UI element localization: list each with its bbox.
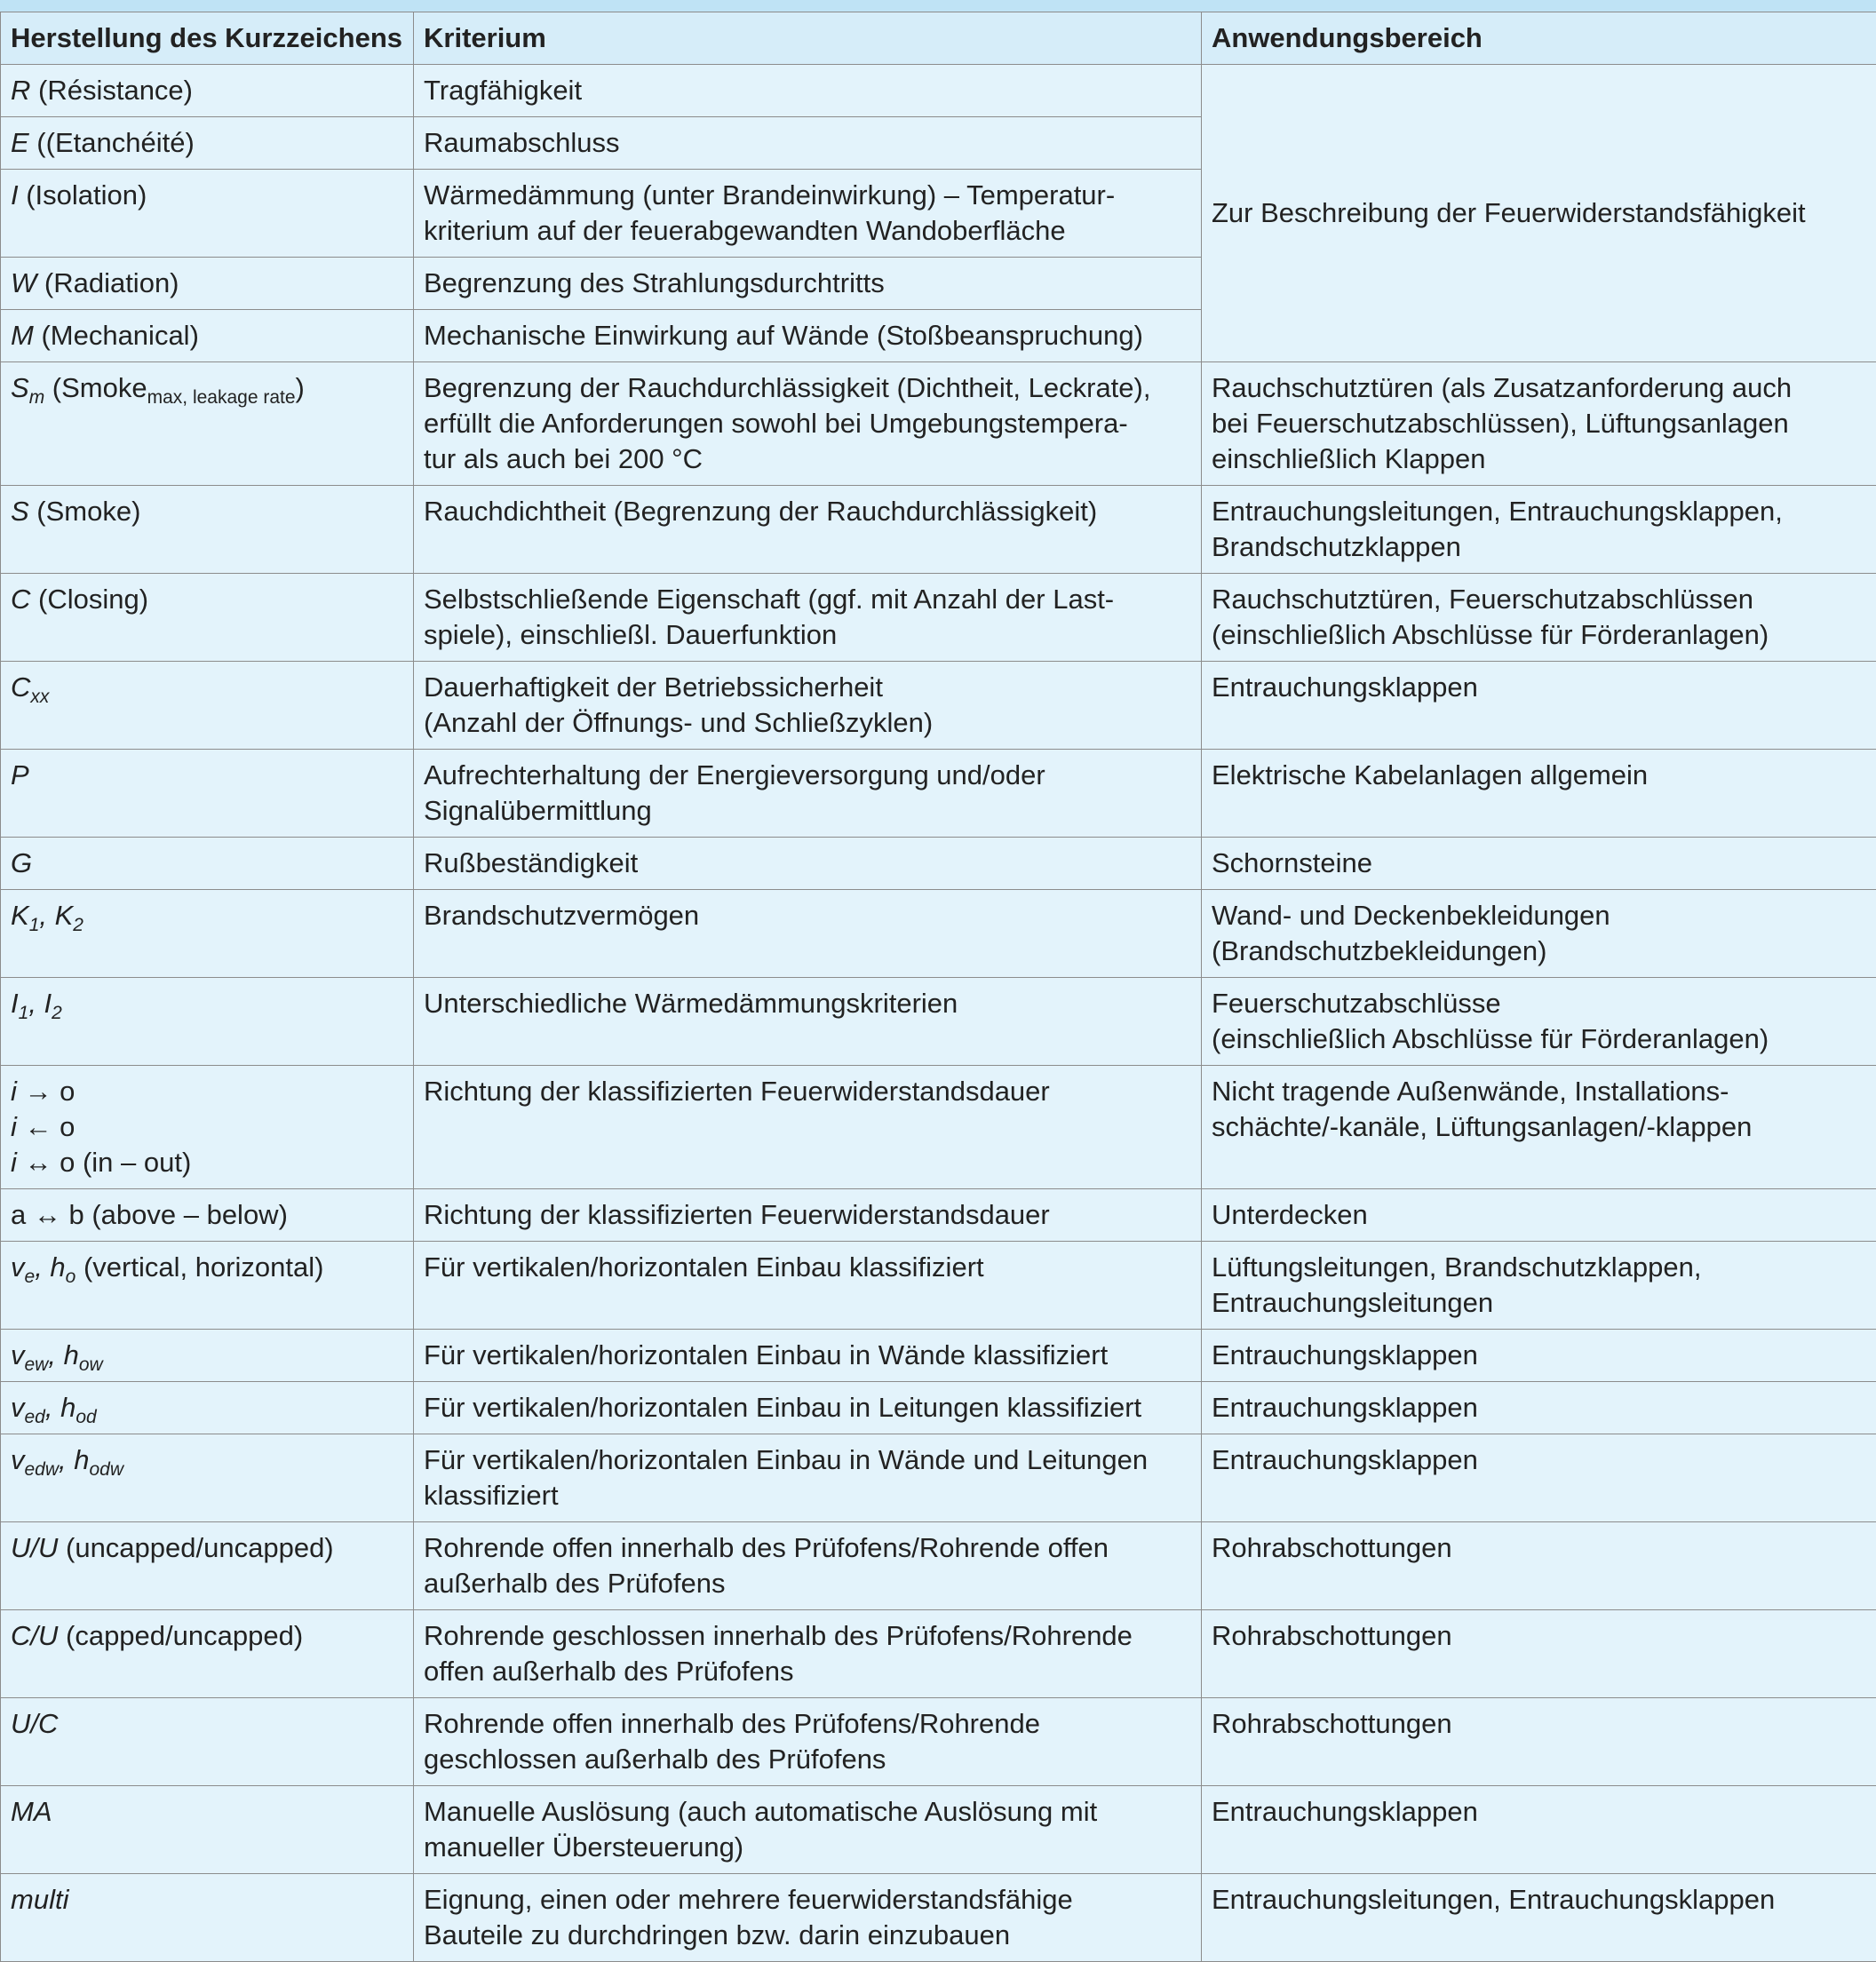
code-symbol: v: [11, 1339, 25, 1370]
table-row: [1, 1522, 1876, 1610]
cell-kriterium: [414, 1066, 1202, 1189]
cell-kriterium: [414, 1874, 1202, 1962]
cell-kriterium: [414, 310, 1202, 362]
code-subscript: ed: [25, 1407, 45, 1427]
anwendungsbereich-line: Brandschutzklappen: [1212, 529, 1867, 565]
cell-anwendungsbereich: [1202, 1066, 1876, 1189]
code-symbol-2: , h: [45, 1392, 76, 1423]
table-header-row: [1, 12, 1876, 65]
table-row: [1, 1189, 1876, 1242]
table-row: [1, 750, 1876, 838]
header-kriterium: Kriterium: [414, 12, 1202, 65]
kriterium-line: offen außerhalb des Prüfofens: [424, 1654, 1192, 1689]
kriterium-line: Wärmedämmung (unter Brandeinwirkung) – Temperatur-: [424, 178, 1192, 213]
kriterium-line: außerhalb des Prüfofens: [424, 1566, 1192, 1601]
code-symbol: I: [11, 179, 19, 210]
cell-anwendungsbereich: [1202, 486, 1876, 574]
cell-kriterium: [414, 1610, 1202, 1698]
anwendungsbereich-text: Entrauchungsklappen: [1212, 1444, 1478, 1475]
kriterium-line: klassifiziert: [424, 1478, 1192, 1513]
kriterium-line: Rohrende offen innerhalb des Prüfofens/Rohrende: [424, 1706, 1192, 1742]
code-subscript: 1: [19, 1003, 29, 1023]
anwendungsbereich-line: (einschließlich Abschlüsse für Förderanlagen): [1212, 617, 1867, 653]
cell-kriterium: [414, 890, 1202, 978]
cell-kriterium: [414, 362, 1202, 486]
cell-anwendungsbereich: [1202, 1330, 1876, 1382]
cell-kriterium: [414, 574, 1202, 662]
cell-code: [1, 750, 414, 838]
fire-resistance-classification-table: [0, 12, 1876, 1962]
anwendungsbereich-text: Unterdecken: [1212, 1199, 1368, 1230]
kriterium-line: Bauteile zu durchdringen bzw. darin einzubauen: [424, 1918, 1192, 1953]
cell-kriterium: [414, 1522, 1202, 1610]
code-subscript: e: [25, 1267, 36, 1287]
code-description: (capped/uncapped): [58, 1620, 303, 1651]
kriterium-line: Dauerhaftigkeit der Betriebssicherheit: [424, 670, 1192, 705]
anwendungsbereich-line: Lüftungsleitungen, Brandschutzklappen,: [1212, 1250, 1867, 1285]
code-symbol: P: [11, 759, 29, 790]
cell-kriterium: [414, 170, 1202, 258]
code-subscript-2: ow: [79, 1354, 103, 1375]
code-subscript: xx: [30, 687, 49, 707]
table-row: [1, 1382, 1876, 1434]
cell-anwendungsbereich: [1202, 1874, 1876, 1962]
code-symbol: M: [11, 320, 34, 351]
cell-anwendungsbereich-merged: [1202, 65, 1876, 362]
table-row: [1, 65, 1876, 117]
header-anwendungsbereich: Anwendungsbereich: [1202, 12, 1876, 65]
code-description: (Isolation): [19, 179, 147, 210]
kriterium-line: erfüllt die Anforderungen sowohl bei Umgebungstempera-: [424, 406, 1192, 441]
anwendungsbereich-text: Entrauchungsleitungen, Entrauchungsklappen: [1212, 1884, 1775, 1915]
cell-kriterium: [414, 1189, 1202, 1242]
code-symbol: i: [11, 1076, 17, 1107]
cell-code: [1, 1434, 414, 1522]
cell-code: [1, 1066, 414, 1189]
table-row: [1, 838, 1876, 890]
code-symbol: C: [11, 584, 30, 615]
code-symbol: S: [11, 496, 29, 527]
table-row: [1, 662, 1876, 750]
cell-kriterium: [414, 1382, 1202, 1434]
code-symbol: R: [11, 75, 30, 106]
cell-kriterium: [414, 1434, 1202, 1522]
anwendungsbereich-text: Schornsteine: [1212, 847, 1372, 878]
cell-code: [1, 65, 414, 117]
cell-kriterium: [414, 258, 1202, 310]
code-description: (uncapped/uncapped): [58, 1532, 333, 1563]
anwendungsbereich-line: bei Feuerschutzabschlüssen), Lüftungsanlagen: [1212, 406, 1867, 441]
code-subscript-2: od: [76, 1407, 96, 1427]
anwendungsbereich-text: Entrauchungsklappen: [1212, 671, 1478, 703]
cell-kriterium: [414, 838, 1202, 890]
anwendungsbereich-text: Rohrabschottungen: [1212, 1532, 1452, 1563]
cell-kriterium: [414, 662, 1202, 750]
cell-kriterium: [414, 65, 1202, 117]
anwendungsbereich-text: Elektrische Kabelanlagen allgemein: [1212, 759, 1648, 790]
code-line: [11, 1145, 404, 1180]
cell-kriterium: [414, 1242, 1202, 1330]
cell-code: [1, 258, 414, 310]
kriterium-text: Richtung der klassifizierten Feuerwiderstandsdauer: [424, 1076, 1050, 1107]
cell-code: [1, 978, 414, 1066]
code-symbol: MA: [11, 1796, 52, 1827]
cell-code: [1, 890, 414, 978]
kriterium-line: Für vertikalen/horizontalen Einbau in Wände und Leitungen: [424, 1442, 1192, 1478]
cell-kriterium: [414, 1330, 1202, 1382]
anwendungsbereich-line: (einschließlich Abschlüsse für Förderanlagen): [1212, 1021, 1867, 1057]
code-symbol: U/U: [11, 1532, 58, 1563]
code-description-end: ): [296, 372, 305, 403]
anwendungsbereich-line: Rauchschutztüren, Feuerschutzabschlüssen: [1212, 582, 1867, 617]
table-row: [1, 1242, 1876, 1330]
cell-kriterium: [414, 978, 1202, 1066]
code-symbol: multi: [11, 1884, 68, 1915]
code-symbol-2: , h: [59, 1444, 89, 1475]
kriterium-text: Unterschiedliche Wärmedämmungskriterien: [424, 988, 958, 1019]
cell-anwendungsbereich: [1202, 750, 1876, 838]
code-description: (Résistance): [30, 75, 193, 106]
cell-anwendungsbereich: [1202, 1382, 1876, 1434]
code-line: [11, 1109, 404, 1145]
cell-code: [1, 574, 414, 662]
cell-kriterium: [414, 1698, 1202, 1786]
anwendungsbereich-line: schächte/-kanäle, Lüftungsanlagen/-klappen: [1212, 1109, 1867, 1145]
code-description: ↔ o (in – out): [17, 1147, 191, 1178]
code-symbol-2: , h: [35, 1251, 65, 1283]
cell-anwendungsbereich: [1202, 978, 1876, 1066]
cell-kriterium: [414, 117, 1202, 170]
cell-anwendungsbereich: [1202, 1522, 1876, 1610]
kriterium-line: tur als auch bei 200 °C: [424, 441, 1192, 477]
table-row: [1, 978, 1876, 1066]
code-line: [11, 1074, 404, 1109]
code-subscript: edw: [25, 1459, 60, 1480]
table-row: [1, 890, 1876, 978]
kriterium-line: spiele), einschließl. Dauerfunktion: [424, 617, 1192, 653]
kriterium-line: kriterium auf der feuerabgewandten Wandoberfläche: [424, 213, 1192, 249]
code-symbol: I: [11, 988, 19, 1019]
kriterium-text: Für vertikalen/horizontalen Einbau klassifiziert: [424, 1251, 984, 1283]
cell-kriterium: [414, 1786, 1202, 1874]
code-symbol: G: [11, 847, 32, 878]
code-symbol: W: [11, 267, 36, 298]
code-symbol: S: [11, 372, 29, 403]
cell-code: [1, 1874, 414, 1962]
kriterium-line: manueller Übersteuerung): [424, 1830, 1192, 1865]
cell-anwendungsbereich: [1202, 838, 1876, 890]
kriterium-text: Brandschutzvermögen: [424, 900, 699, 931]
code-description-subscript: max, leakage rate: [147, 387, 296, 408]
cell-code: [1, 1522, 414, 1610]
cell-code: [1, 486, 414, 574]
table-row: [1, 362, 1876, 486]
cell-code: [1, 1786, 414, 1874]
cell-anwendungsbereich: [1202, 1610, 1876, 1698]
cell-code: [1, 1698, 414, 1786]
anwendungsbereich-text: Entrauchungsklappen: [1212, 1796, 1478, 1827]
code-subscript: m: [29, 387, 45, 408]
code-description: (Smoke): [29, 496, 141, 527]
anwendungsbereich-line: Nicht tragende Außenwände, Installations-: [1212, 1074, 1867, 1109]
table-row: [1, 1066, 1876, 1189]
kriterium-text: Rußbeständigkeit: [424, 847, 638, 878]
kriterium-line: Rohrende offen innerhalb des Prüfofens/Rohrende offen: [424, 1530, 1192, 1566]
cell-anwendungsbereich: [1202, 1434, 1876, 1522]
cell-anwendungsbereich: [1202, 1242, 1876, 1330]
kriterium-text: Mechanische Einwirkung auf Wände (Stoßbeanspruchung): [424, 320, 1143, 351]
header-code: Herstellung des Kurzzeichens: [1, 12, 414, 65]
code-symbol: v: [11, 1444, 25, 1475]
cell-kriterium: [414, 750, 1202, 838]
code-symbol: v: [11, 1251, 25, 1283]
code-description: (Mechanical): [34, 320, 199, 351]
kriterium-text: Raumabschluss: [424, 127, 620, 158]
code-symbol: U/C: [11, 1708, 58, 1739]
table-row: [1, 1874, 1876, 1962]
cell-code: [1, 310, 414, 362]
anwendungsbereich-line: einschließlich Klappen: [1212, 441, 1867, 477]
code-symbol: v: [11, 1392, 25, 1423]
cell-code: [1, 1610, 414, 1698]
code-symbol-2: , h: [48, 1339, 78, 1370]
code-symbol: K: [11, 900, 29, 931]
anwendungsbereich-line: Rauchschutztüren (als Zusatzanforderung auch: [1212, 370, 1867, 406]
cell-code: [1, 1382, 414, 1434]
kriterium-text: Für vertikalen/horizontalen Einbau in Leitungen klassifiziert: [424, 1392, 1141, 1423]
cell-anwendungsbereich: [1202, 1698, 1876, 1786]
code-description: (Radiation): [36, 267, 179, 298]
cell-code: [1, 170, 414, 258]
code-description: (Smoke: [44, 372, 147, 403]
cell-code: [1, 662, 414, 750]
cell-code: [1, 1242, 414, 1330]
anwendungsbereich-text: Rohrabschottungen: [1212, 1620, 1452, 1651]
top-accent-bar: [0, 0, 1876, 12]
kriterium-line: Manuelle Auslösung (auch automatische Auslösung mit: [424, 1794, 1192, 1830]
code-symbol: C: [11, 671, 30, 703]
kriterium-line: (Anzahl der Öffnungs- und Schließzyklen): [424, 705, 1192, 741]
kriterium-line: Begrenzung der Rauchdurchlässigkeit (Dichtheit, Leckrate),: [424, 370, 1192, 406]
anwendungsbereich-line: Entrauchungsleitungen: [1212, 1285, 1867, 1321]
anwendungsbereich-text: Entrauchungsklappen: [1212, 1392, 1478, 1423]
table-row: [1, 1698, 1876, 1786]
anwendungsbereich-line: Wand- und Deckenbekleidungen: [1212, 898, 1867, 933]
cell-anwendungsbereich: [1202, 574, 1876, 662]
code-symbol: C/U: [11, 1620, 58, 1651]
code-subscript-2: odw: [90, 1459, 124, 1480]
anwendungsbereich-line: (Brandschutzbekleidungen): [1212, 933, 1867, 969]
code-symbol-2: , K: [39, 900, 73, 931]
anwendungsbereich-text: Rohrabschottungen: [1212, 1708, 1452, 1739]
code-symbol-2: , I: [28, 988, 52, 1019]
cell-code: [1, 1189, 414, 1242]
table-row: [1, 486, 1876, 574]
cell-code: [1, 362, 414, 486]
anwendungsbereich-text: Zur Beschreibung der Feuerwiderstandsfähigkeit: [1212, 197, 1806, 228]
kriterium-text: Für vertikalen/horizontalen Einbau in Wände klassifiziert: [424, 1339, 1108, 1370]
kriterium-line: Eignung, einen oder mehrere feuerwiderstandsfähige: [424, 1882, 1192, 1918]
cell-anwendungsbereich: [1202, 1786, 1876, 1874]
code-symbol: E: [11, 127, 29, 158]
cell-anwendungsbereich: [1202, 362, 1876, 486]
cell-code: [1, 1330, 414, 1382]
cell-anwendungsbereich: [1202, 662, 1876, 750]
table-row: [1, 1330, 1876, 1382]
cell-kriterium: [414, 486, 1202, 574]
table-row: [1, 1434, 1876, 1522]
cell-anwendungsbereich: [1202, 1189, 1876, 1242]
code-subscript-2: 2: [52, 1003, 62, 1023]
code-subscript-2: 2: [73, 915, 83, 935]
code-symbol: i: [11, 1147, 17, 1178]
anwendungsbereich-text: Entrauchungsklappen: [1212, 1339, 1478, 1370]
table-body: [1, 65, 1876, 1962]
table-row: [1, 574, 1876, 662]
cell-code: [1, 838, 414, 890]
code-description: (Closing): [30, 584, 148, 615]
code-subscript-2: o: [66, 1267, 76, 1287]
code-symbol: i: [11, 1111, 17, 1142]
kriterium-line: Aufrechterhaltung der Energieversorgung und/oder: [424, 758, 1192, 793]
kriterium-text: Richtung der klassifizierten Feuerwiderstandsdauer: [424, 1199, 1050, 1230]
kriterium-line: geschlossen außerhalb des Prüfofens: [424, 1742, 1192, 1777]
table-row: [1, 1786, 1876, 1874]
kriterium-text: Begrenzung des Strahlungsdurchtritts: [424, 267, 885, 298]
kriterium-line: Rohrende geschlossen innerhalb des Prüfofens/Rohrende: [424, 1618, 1192, 1654]
code-description: ((Etanchéité): [29, 127, 195, 158]
code-description: (vertical, horizontal): [76, 1251, 323, 1283]
cell-code: [1, 117, 414, 170]
code-text: a ↔ b (above – below): [11, 1199, 288, 1230]
code-description: → o: [17, 1076, 75, 1107]
kriterium-line: Selbstschließende Eigenschaft (ggf. mit Anzahl der Last-: [424, 582, 1192, 617]
code-description: ← o: [17, 1111, 75, 1142]
cell-anwendungsbereich: [1202, 890, 1876, 978]
anwendungsbereich-line: Feuerschutzabschlüsse: [1212, 986, 1867, 1021]
kriterium-line: Signalübermittlung: [424, 793, 1192, 829]
kriterium-text: Tragfähigkeit: [424, 75, 582, 106]
code-subscript: 1: [29, 915, 40, 935]
table-row: [1, 1610, 1876, 1698]
kriterium-text: Rauchdichtheit (Begrenzung der Rauchdurchlässigkeit): [424, 496, 1097, 527]
code-subscript: ew: [25, 1354, 49, 1375]
anwendungsbereich-line: Entrauchungsleitungen, Entrauchungsklappen,: [1212, 494, 1867, 529]
